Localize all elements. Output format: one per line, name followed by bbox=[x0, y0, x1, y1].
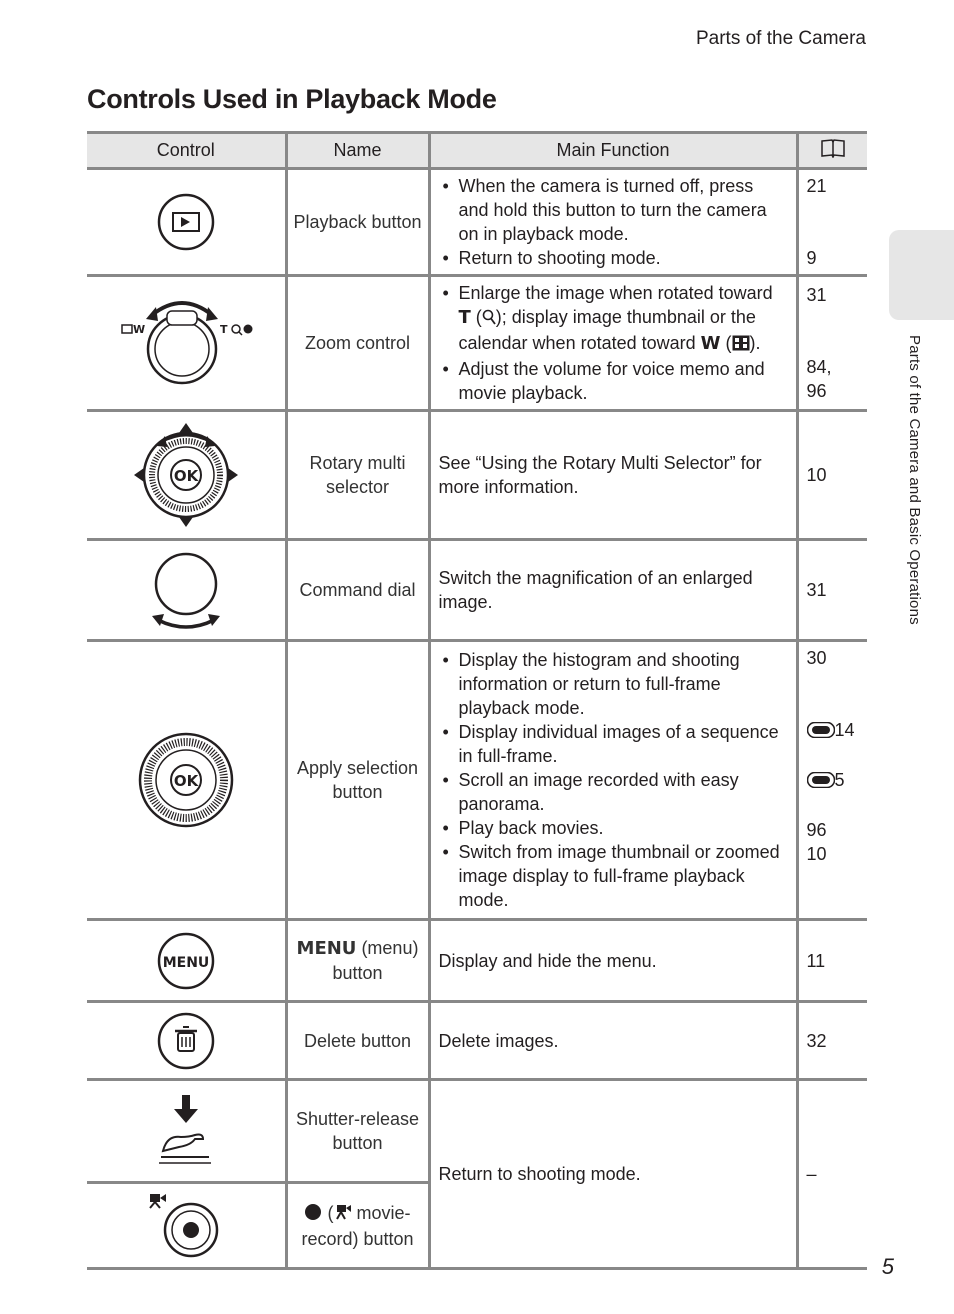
list-item: • Switch from image thumbnail or zoomed image display to full-frame playback mode. bbox=[439, 840, 788, 912]
rotary-multi-selector-icon bbox=[87, 420, 285, 530]
reference-cell: 31 bbox=[797, 540, 867, 641]
command-dial-icon bbox=[87, 548, 285, 632]
book-icon bbox=[820, 138, 846, 163]
table-row bbox=[87, 1080, 867, 1183]
function-cell: See “Using the Rotary Multi Selector” for more information. bbox=[429, 411, 797, 540]
magnifier-icon bbox=[482, 307, 496, 331]
command-dial-cell bbox=[87, 540, 286, 641]
function-cell: Display and hide the menu. bbox=[429, 920, 797, 1002]
reference-cell: – bbox=[797, 1080, 867, 1269]
column-header-name: Name bbox=[286, 133, 429, 169]
list-item: • Display the histogram and shooting information or return to full-frame playback mode. bbox=[439, 648, 788, 720]
reference-cell bbox=[797, 641, 867, 920]
menu-button-icon bbox=[87, 931, 285, 991]
reference-cell bbox=[797, 276, 867, 411]
page-title: Controls Used in Playback Mode bbox=[87, 84, 497, 114]
reference-cell: 11 bbox=[797, 920, 867, 1002]
page-ref: 10 bbox=[806, 844, 827, 864]
name-cell: Playback button bbox=[286, 169, 429, 276]
shutter-release-cell bbox=[87, 1080, 286, 1183]
thumbnail-icon bbox=[732, 333, 750, 357]
section-tab bbox=[889, 230, 954, 320]
running-header: Parts of the Camera bbox=[695, 28, 866, 49]
column-header-function: Main Function bbox=[429, 133, 797, 169]
function-cell bbox=[429, 276, 797, 411]
function-cell: Switch the magnification of an enlarged image. bbox=[429, 540, 797, 641]
list-item: • When the camera is turned off, press and hold this button to turn the camera on in playback mode. bbox=[439, 174, 788, 246]
table-row bbox=[87, 641, 867, 920]
zoom-control-cell bbox=[87, 276, 286, 411]
page-ref: 30 bbox=[806, 648, 827, 668]
list-item: • Enlarge the image when rotated toward T ( ); display image thumbnail or the calendar when rotated toward W ( ). bbox=[439, 281, 788, 357]
table-header-row bbox=[87, 133, 867, 169]
list-item: • Adjust the volume for voice memo and movie playback. bbox=[439, 357, 788, 405]
reference-cell: 32 bbox=[797, 1002, 867, 1080]
rotary-selector-cell bbox=[87, 411, 286, 540]
record-dot-icon bbox=[304, 1203, 322, 1227]
reference-section-icon bbox=[807, 720, 835, 744]
list-item: • Return to shooting mode. bbox=[439, 246, 788, 270]
reference-cell bbox=[797, 169, 867, 276]
reference-section-icon bbox=[807, 770, 835, 794]
menu-icon-label: MENU bbox=[162, 954, 210, 971]
table-row bbox=[87, 540, 867, 641]
name-cell: Delete button bbox=[286, 1002, 429, 1080]
function-cell: Return to shooting mode. bbox=[429, 1080, 797, 1269]
name-cell: Command dial bbox=[286, 540, 429, 641]
movie-icon bbox=[334, 1203, 352, 1227]
zoom-control-icon bbox=[87, 293, 285, 393]
page-ref: 31 bbox=[806, 285, 827, 305]
section-tab-label: Parts of the Camera and Basic Operations bbox=[906, 335, 923, 625]
list-item: • Play back movies. bbox=[439, 816, 788, 840]
zoom-t-glyph: T bbox=[458, 307, 471, 328]
page-number: 5 bbox=[881, 1254, 894, 1279]
movie-record-icon bbox=[87, 1186, 285, 1266]
page-ref: 96 bbox=[806, 381, 827, 401]
table-row bbox=[87, 169, 867, 276]
name-cell: ( movie-record) button bbox=[286, 1183, 429, 1269]
page-ref: 96 bbox=[806, 820, 827, 840]
page-ref: 14 bbox=[807, 718, 860, 744]
function-cell bbox=[429, 641, 797, 920]
table-row bbox=[87, 276, 867, 411]
shutter-release-icon bbox=[87, 1091, 285, 1171]
table-row bbox=[87, 920, 867, 1002]
table-row bbox=[87, 411, 867, 540]
menu-glyph: MENU bbox=[296, 938, 357, 959]
ok-label: OK bbox=[173, 467, 198, 485]
playback-button-cell bbox=[87, 169, 286, 276]
name-cell: Zoom control bbox=[286, 276, 429, 411]
menu-button-cell bbox=[87, 920, 286, 1002]
ok-label: OK bbox=[173, 772, 198, 790]
ok-button-cell bbox=[87, 641, 286, 920]
delete-button-icon bbox=[87, 1011, 285, 1071]
page-ref: 21 bbox=[806, 176, 827, 196]
controls-table bbox=[87, 131, 867, 1270]
table-row bbox=[87, 1002, 867, 1080]
page-ref: 84, bbox=[806, 357, 832, 377]
column-header-reference bbox=[797, 133, 867, 169]
delete-button-cell bbox=[87, 1002, 286, 1080]
reference-cell: 10 bbox=[797, 411, 867, 540]
column-header-control: Control bbox=[87, 133, 286, 169]
page-ref: 9 bbox=[806, 248, 817, 268]
function-cell: Delete images. bbox=[429, 1002, 797, 1080]
list-item: • Scroll an image recorded with easy panorama. bbox=[439, 768, 788, 816]
movie-record-cell bbox=[87, 1183, 286, 1269]
name-cell: Apply selection button bbox=[286, 641, 429, 920]
zoom-t-label: T bbox=[219, 323, 228, 336]
name-cell: Rotary multi selector bbox=[286, 411, 429, 540]
playback-button-icon bbox=[87, 192, 285, 252]
zoom-w-glyph: W bbox=[700, 333, 721, 354]
name-cell: Shutter-release button bbox=[286, 1080, 429, 1183]
page-ref: 5 bbox=[807, 768, 860, 794]
ok-button-icon bbox=[87, 730, 285, 830]
function-cell bbox=[429, 169, 797, 276]
list-item: • Display individual images of a sequence in full-frame. bbox=[439, 720, 788, 768]
zoom-w-label: W bbox=[132, 323, 145, 336]
name-cell: MENU (menu) button bbox=[286, 920, 429, 1002]
